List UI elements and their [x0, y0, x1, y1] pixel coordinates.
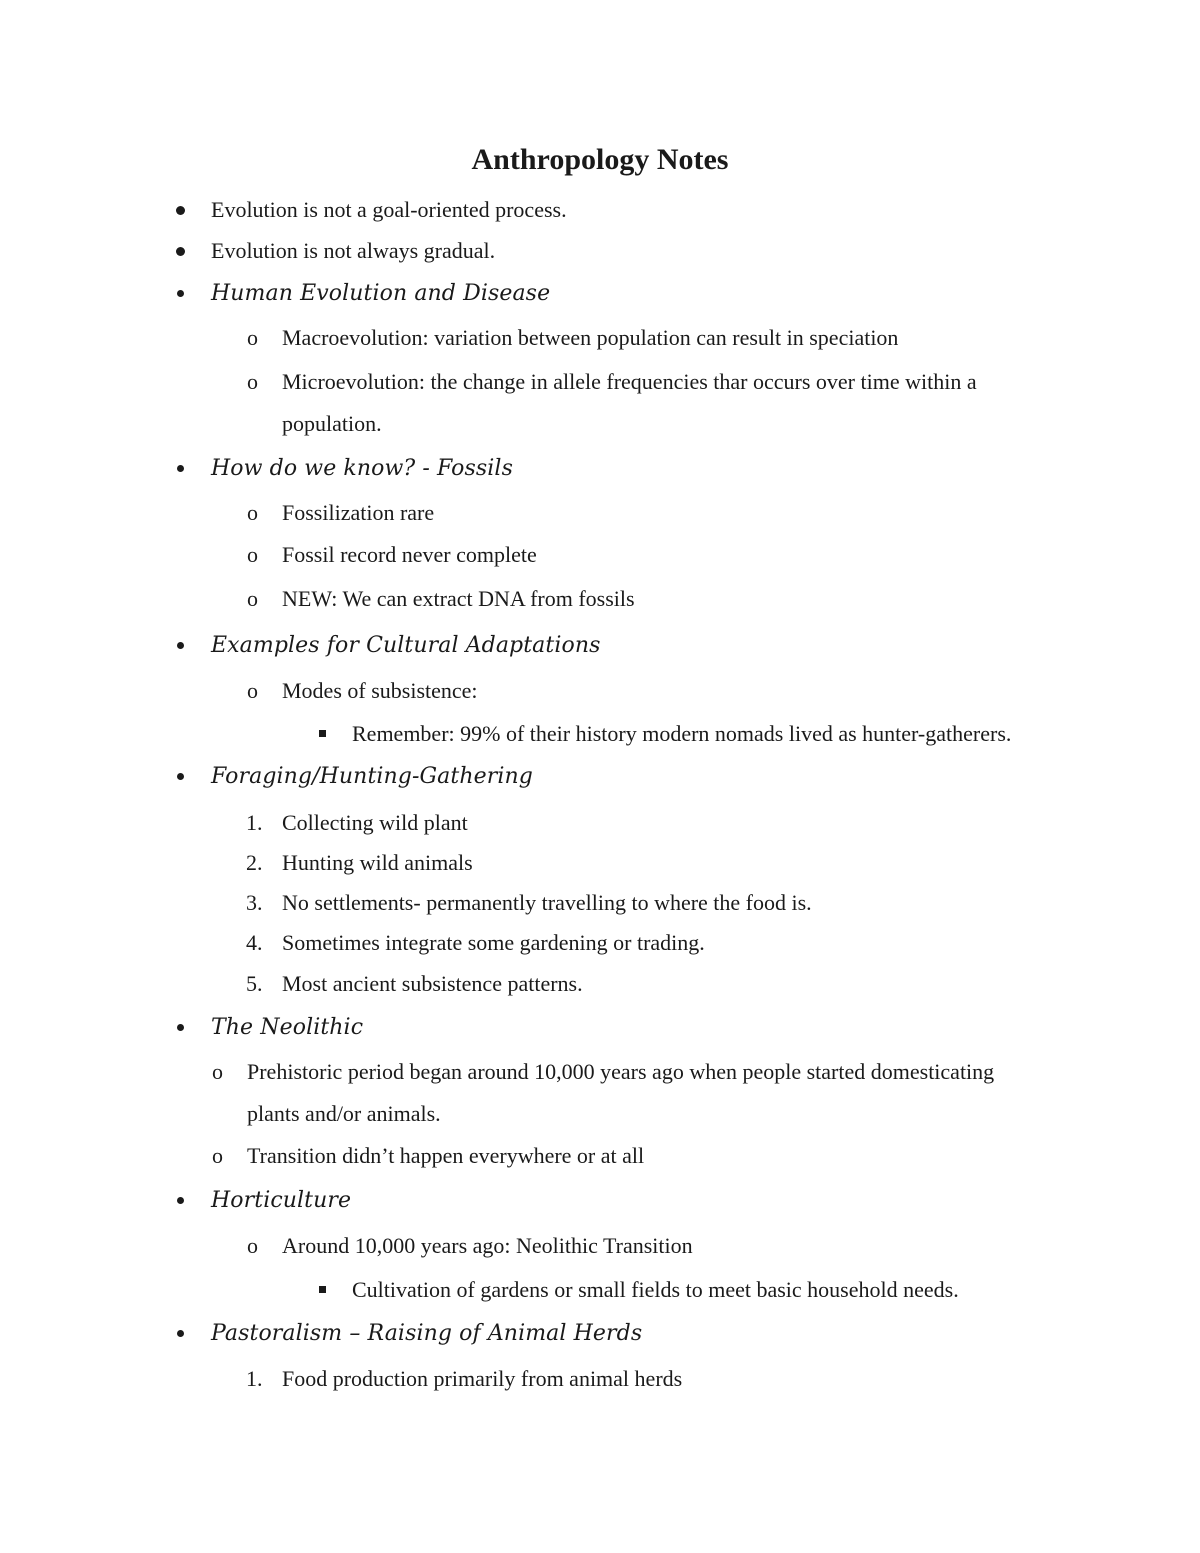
hollow-bullet-icon: o — [247, 586, 258, 611]
list-number: 1. — [246, 1366, 263, 1391]
bullet-icon — [177, 465, 184, 472]
bullet-icon — [177, 1197, 184, 1204]
hollow-bullet-icon: o — [247, 369, 258, 394]
list-number: 2. — [246, 850, 263, 875]
list-number: 3. — [246, 890, 263, 915]
list-number: 4. — [246, 930, 263, 955]
bullet-icon — [177, 1330, 184, 1337]
bullet-icon — [177, 290, 184, 297]
bullet-icon — [177, 773, 184, 780]
list-number: 1. — [246, 810, 263, 835]
square-bullet-icon — [319, 730, 326, 737]
bullet-icon — [176, 206, 185, 215]
bullet-icon — [177, 1024, 184, 1031]
hollow-bullet-icon: o — [247, 500, 258, 525]
hollow-bullet-icon: o — [247, 542, 258, 567]
bullet-icon — [177, 642, 184, 649]
hollow-bullet-icon: o — [247, 678, 258, 703]
hollow-bullet-icon: o — [247, 1233, 258, 1258]
square-bullet-icon — [319, 1286, 326, 1293]
list-number: 5. — [246, 971, 263, 996]
bullet-icon — [176, 247, 185, 256]
hollow-bullet-icon: o — [212, 1059, 223, 1084]
hollow-bullet-icon: o — [212, 1143, 223, 1168]
hollow-bullet-icon: o — [247, 325, 258, 350]
page-title: Anthropology Notes — [471, 143, 729, 176]
